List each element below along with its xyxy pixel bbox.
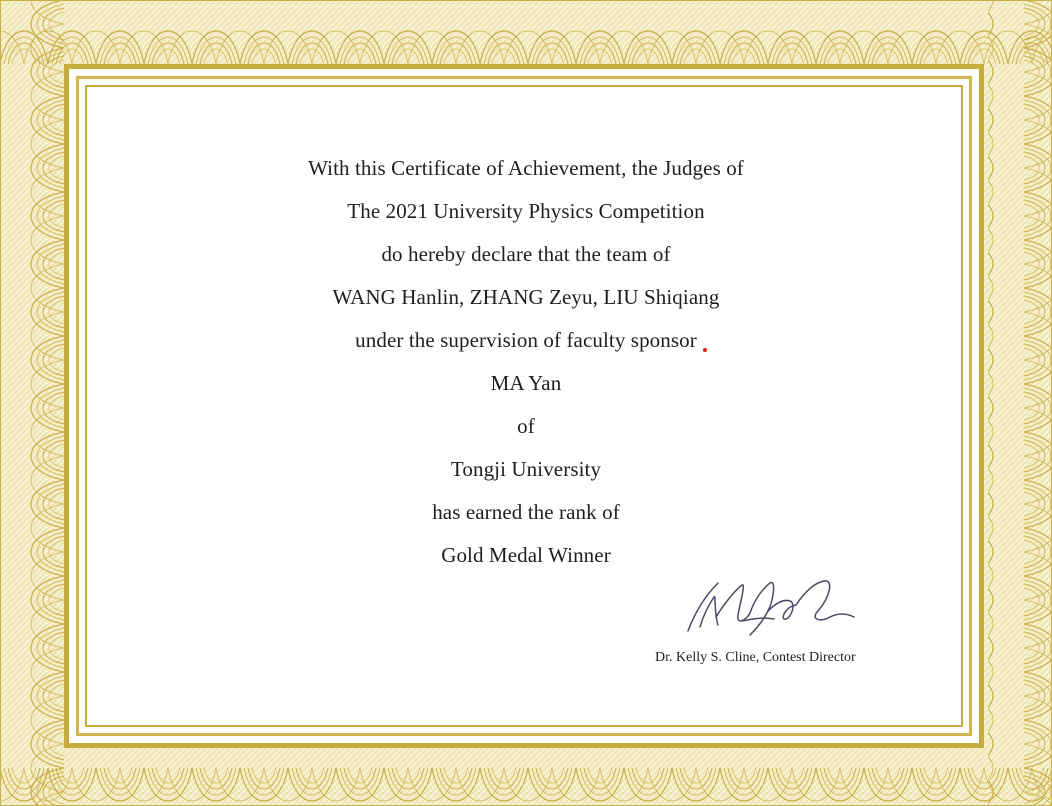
team-members: WANG Hanlin, ZHANG Zeyu, LIU Shiqiang — [332, 285, 720, 309]
declaration-line: do hereby declare that the team of — [381, 242, 671, 266]
director-signature — [680, 573, 865, 641]
competition-name: The 2021 University Physics Competition — [347, 199, 705, 223]
university-name: Tongji University — [450, 457, 602, 481]
supervision-line: under the supervision of faculty sponsor — [355, 328, 697, 352]
certificate-line-intro: With this Certificate of Achievement, the Judges of — [308, 156, 744, 180]
signer-name-title: Dr. Kelly S. Cline, Contest Director — [655, 650, 856, 665]
of-line: of — [517, 414, 535, 438]
rank-intro-line: has earned the rank of — [432, 500, 620, 524]
certificate-body — [0, 147, 1052, 577]
faculty-sponsor-name: MA Yan — [490, 371, 562, 395]
red-mark-dot — [703, 348, 707, 352]
award-rank: Gold Medal Winner — [441, 543, 611, 567]
